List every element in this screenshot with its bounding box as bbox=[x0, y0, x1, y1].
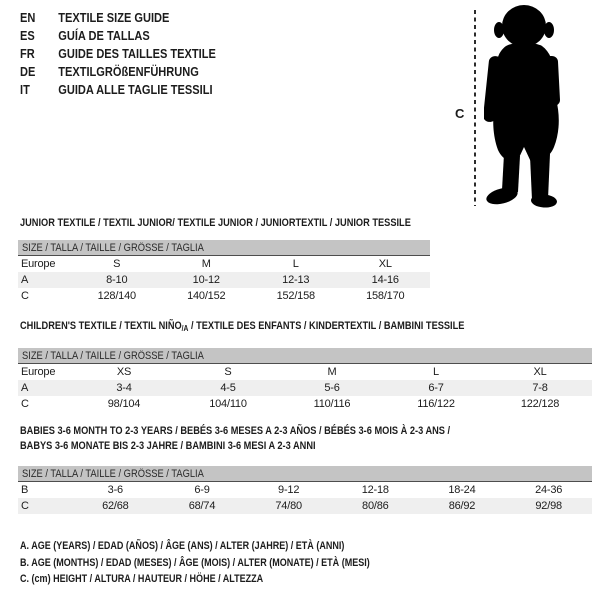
babies-size-table bbox=[18, 482, 592, 514]
lang-row-de bbox=[20, 63, 216, 81]
lang-row-es bbox=[20, 27, 216, 45]
babies-textile-section bbox=[18, 424, 592, 514]
value-cell: 4-5 bbox=[220, 382, 236, 394]
title-subscript: /A bbox=[181, 324, 189, 333]
children-size-table bbox=[18, 364, 592, 412]
title-text: CHILDREN'S TEXTILE / TEXTIL NIÑO bbox=[20, 320, 182, 332]
value-cell: 12-13 bbox=[282, 274, 310, 286]
value-cell: 62/68 bbox=[102, 500, 129, 512]
junior-table-title: JUNIOR TEXTILE / TEXTIL JUNIOR/ TEXTILE JUNIOR / JUNIORTEXTIL / JUNIOR TESSILE bbox=[20, 217, 411, 229]
value-cell: 14-16 bbox=[371, 274, 399, 286]
size-header-bar bbox=[18, 240, 430, 256]
lang-title: GUÍA DE TALLAS bbox=[58, 28, 150, 43]
junior-size-table bbox=[18, 256, 430, 304]
value-cell: 98/104 bbox=[107, 398, 141, 410]
footnote-c: C. (cm) HEIGHT / ALTURA / HAUTEUR / HÖHE / ALTEZZA bbox=[20, 573, 264, 585]
lang-code: IT bbox=[20, 82, 30, 97]
language-header bbox=[20, 9, 216, 99]
children-table-title bbox=[20, 320, 500, 335]
title-line-2: BABYS 3-6 MONATE BIS 2-3 JAHRE / BAMBINI 3-6 MESI A 2-3 ANNI bbox=[20, 440, 316, 452]
size-cell: S bbox=[224, 366, 232, 378]
children-textile-section bbox=[18, 320, 592, 412]
size-cell: XS bbox=[116, 366, 132, 378]
value-cell: 3-4 bbox=[116, 382, 132, 394]
height-measure-label: C bbox=[455, 106, 465, 121]
size-cell: L bbox=[433, 366, 439, 378]
row-label-cell: A bbox=[21, 382, 29, 394]
lang-title: GUIDE DES TAILLES TEXTILE bbox=[58, 46, 216, 61]
size-header-label: SIZE / TALLA / TAILLE / GRÖSSE / TAGLIA bbox=[22, 350, 204, 362]
legend-footnotes bbox=[20, 538, 447, 588]
value-cell: 152/158 bbox=[276, 290, 315, 302]
value-cell: 68/74 bbox=[188, 500, 216, 512]
value-cell: 122/128 bbox=[520, 398, 560, 410]
size-cell: M bbox=[327, 366, 337, 378]
lang-code: EN bbox=[20, 10, 36, 25]
babies-table-title bbox=[20, 424, 500, 454]
value-cell: 6-7 bbox=[428, 382, 444, 394]
value-cell: 12-18 bbox=[361, 484, 389, 496]
value-cell: 140/152 bbox=[187, 290, 226, 302]
region-cell: Europe bbox=[21, 258, 56, 270]
value-cell: 6-9 bbox=[194, 484, 210, 496]
table-row-height bbox=[18, 288, 430, 304]
value-cell: 18-24 bbox=[448, 484, 476, 496]
size-cell: XL bbox=[378, 258, 392, 270]
table-row-height bbox=[18, 396, 592, 412]
title-line-1: BABIES 3-6 MONTH TO 2-3 YEARS / BEBÉS 3-6 MESES A 2-3 AÑOS / BÉBÉS 3-6 MOIS À 2-3 ANS / bbox=[20, 425, 451, 437]
row-label-cell: B bbox=[21, 484, 29, 496]
value-cell: 5-6 bbox=[324, 382, 340, 394]
value-cell: 9-12 bbox=[278, 484, 300, 496]
lang-row-fr bbox=[20, 45, 216, 63]
size-cell: S bbox=[113, 258, 121, 270]
size-header-label: SIZE / TALLA / TAILLE / GRÖSSE / TAGLIA bbox=[22, 242, 204, 254]
lang-row-it bbox=[20, 81, 216, 99]
lang-title: TEXTILE SIZE GUIDE bbox=[58, 10, 170, 25]
value-cell: 7-8 bbox=[532, 382, 548, 394]
height-measure-dotted-line bbox=[474, 10, 476, 206]
size-cell: L bbox=[292, 258, 299, 270]
value-cell: 10-12 bbox=[192, 274, 220, 286]
value-cell: 3-6 bbox=[107, 484, 123, 496]
value-cell: 8-10 bbox=[106, 274, 128, 286]
table-row-height bbox=[18, 498, 592, 514]
baby-silhouette-image bbox=[484, 4, 580, 208]
value-cell: 80/86 bbox=[362, 500, 389, 512]
title-text: / TEXTILE DES ENFANTS / KINDERTEXTIL / BAMBINI TESSILE bbox=[188, 320, 465, 332]
footnote-b: B. AGE (MONTHS) / EDAD (MESES) / ÂGE (MOIS) / ALTER (MONATE) / ETÀ (MESI) bbox=[20, 556, 370, 569]
value-cell: 128/140 bbox=[97, 290, 136, 302]
value-cell: 104/110 bbox=[209, 398, 247, 410]
size-header-bar bbox=[18, 466, 592, 482]
row-label-cell: C bbox=[21, 398, 29, 410]
region-cell: Europe bbox=[21, 366, 56, 378]
table-row-age-months bbox=[18, 482, 592, 498]
value-cell: 158/170 bbox=[366, 290, 405, 302]
table-header-row bbox=[18, 364, 592, 380]
table-row-age bbox=[18, 380, 592, 396]
value-cell: 86/92 bbox=[448, 500, 476, 512]
junior-textile-section bbox=[18, 217, 430, 304]
row-label-cell: A bbox=[21, 274, 29, 286]
lang-row-en bbox=[20, 9, 216, 27]
row-label-cell: C bbox=[21, 500, 29, 512]
value-cell: 74/80 bbox=[275, 500, 302, 512]
lang-title: GUIDA ALLE TAGLIE TESSILI bbox=[58, 82, 213, 97]
value-cell: 110/116 bbox=[313, 398, 351, 410]
table-row-age bbox=[18, 272, 430, 288]
table-header-row bbox=[18, 256, 430, 272]
lang-code: ES bbox=[20, 28, 35, 43]
size-header-bar bbox=[18, 348, 592, 364]
lang-title: TEXTILGRÖßENFÜHRUNG bbox=[58, 64, 199, 79]
row-label-cell: C bbox=[21, 290, 29, 302]
lang-code: DE bbox=[20, 64, 36, 79]
footnote-a: A. AGE (YEARS) / EDAD (AÑOS) / ÂGE (ANS) / ALTER (JAHRE) / ETÀ (ANNI) bbox=[20, 540, 345, 552]
lang-code: FR bbox=[20, 46, 35, 61]
value-cell: 116/122 bbox=[417, 398, 455, 410]
value-cell: 24-36 bbox=[535, 484, 563, 496]
size-cell: XL bbox=[533, 366, 547, 378]
size-cell: M bbox=[201, 258, 211, 270]
size-header-label: SIZE / TALLA / TAILLE / GRÖSSE / TAGLIA bbox=[22, 468, 204, 480]
value-cell: 92/98 bbox=[535, 500, 562, 512]
